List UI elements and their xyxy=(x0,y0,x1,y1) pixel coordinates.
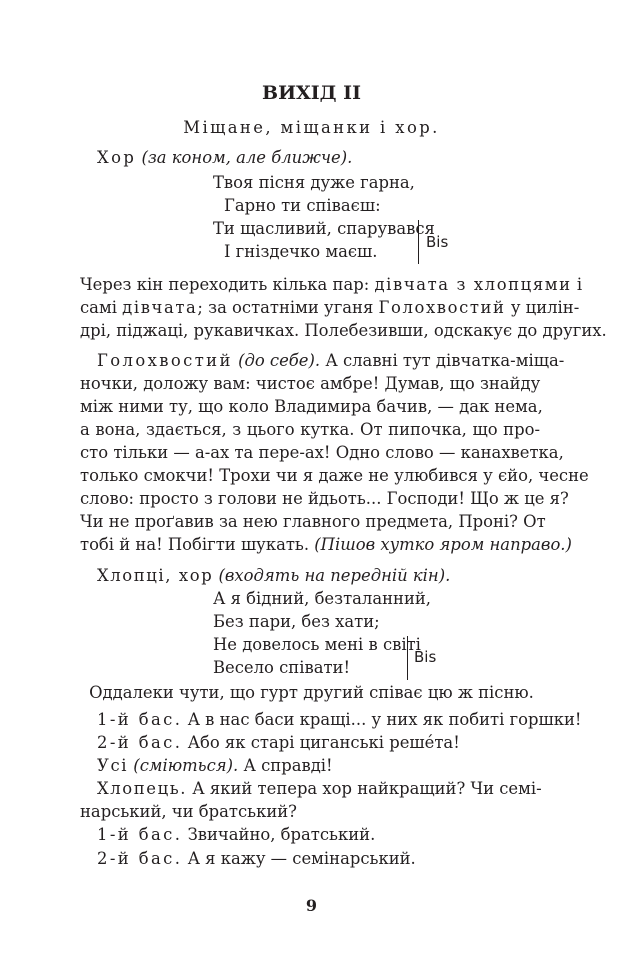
speaker-name: Хор xyxy=(97,148,137,167)
monologue-line: Чи не проґавив за нею главного предмета, Проні? От xyxy=(80,512,546,531)
verse-line: Гарно ти співаєш: xyxy=(224,196,381,215)
monologue-line: тобі й на! Побігти шукать. (Пішов хутко яром направо.) xyxy=(80,535,572,554)
dialog-line: 1-й бас. Звичайно, братський. xyxy=(97,825,376,844)
act-heading: ВИХІД II xyxy=(262,82,361,104)
monologue-line: ночки, доложу вам: чистоє амбре! Думав, що знайду xyxy=(80,374,541,393)
speaker-name: 1-й бас. xyxy=(97,710,183,729)
verse-line: Ти щасливий, спарувався xyxy=(213,219,435,238)
stage-direction: (до себе). xyxy=(238,351,321,370)
monologue-line: слово: просто з голови не йдьоть... Господи! Що ж це я? xyxy=(80,489,569,508)
chorus1-cue xyxy=(97,148,352,168)
stage-direction: (сміються). xyxy=(133,756,239,775)
verse-line: Без пари, без хати; xyxy=(213,612,380,631)
stage-direction-line: самі дівчата; за остатніми уганя Голохвостий у цилін- xyxy=(80,298,580,317)
dialog-line: 2-й бас. Або як старі циганські решéта! xyxy=(97,733,460,752)
monologue-line: а вона, здається, з цього кутка. От пипочка, що про- xyxy=(80,420,540,439)
bis-mark: Bis xyxy=(426,233,449,251)
speaker-name: Хлопці, хор xyxy=(97,566,214,585)
dialog-line: нарський, чи братський? xyxy=(80,802,297,821)
bis-mark: Bis xyxy=(414,648,437,666)
repeat-bracket xyxy=(418,220,419,264)
verse-line: А я бідний, безталанний, xyxy=(213,589,432,608)
dialog-line: 2-й бас. А я кажу — семінарський. xyxy=(97,849,416,868)
stage-direction-line: дрі, піджаці, рукавичках. Полебезивши, одскакує до других. xyxy=(80,321,607,340)
speaker-name: 2-й бас. xyxy=(97,733,183,752)
verse-line: І гніздечко маєш. xyxy=(224,242,378,261)
speaker-name: 1-й бас. xyxy=(97,825,183,844)
dialog-line: 1-й бас. А в нас баси кращі... у них як побиті горшки! xyxy=(97,710,582,729)
monologue-line: только смокчи! Трохи чи я даже не улюбився у єйо, чесне xyxy=(80,466,589,485)
speaker-name: Хлопець. xyxy=(97,779,188,798)
stage-direction: (входять на передній кін). xyxy=(218,566,451,585)
stage-direction: (за коном, але ближче). xyxy=(141,148,353,167)
verse-line: Твоя пісня дуже гарна, xyxy=(213,173,415,192)
verse-line: Весело співати! xyxy=(213,658,351,677)
characters-line: Міщане, міщанки і хор. xyxy=(183,118,440,137)
speaker-name: Голохвостий xyxy=(97,351,233,370)
speaker-name: 2-й бас. xyxy=(97,849,183,868)
verse-line: Не довелось мені в світі xyxy=(213,635,421,654)
page-number: 9 xyxy=(305,896,318,915)
chorus2-cue xyxy=(97,566,450,586)
monologue-line: між ними ту, що коло Владимира бачив, — дак нема, xyxy=(80,397,543,416)
stage-direction-line: Оддалеки чути, що гурт другий співає цю ж пісню. xyxy=(89,683,534,702)
stage-direction-line: Через кін переходить кілька пар: дівчата з хлопцями і xyxy=(80,275,583,294)
repeat-bracket xyxy=(407,636,408,680)
dialog-line: Усі (сміються). А справді! xyxy=(97,756,333,775)
monologue-line: сто тільки — а-ах та пере-ах! Одно слово — канахветка, xyxy=(80,443,564,462)
stage-direction: (Пішов хутко яром направо.) xyxy=(314,535,572,554)
speaker-name: Усі xyxy=(97,756,129,775)
dialog-line: Хлопець. А який тепера хор найкращий? Чи семі- xyxy=(97,779,542,798)
monologue-line: Голохвостий (до себе). А славні тут дівчатка-міща- xyxy=(97,351,565,370)
